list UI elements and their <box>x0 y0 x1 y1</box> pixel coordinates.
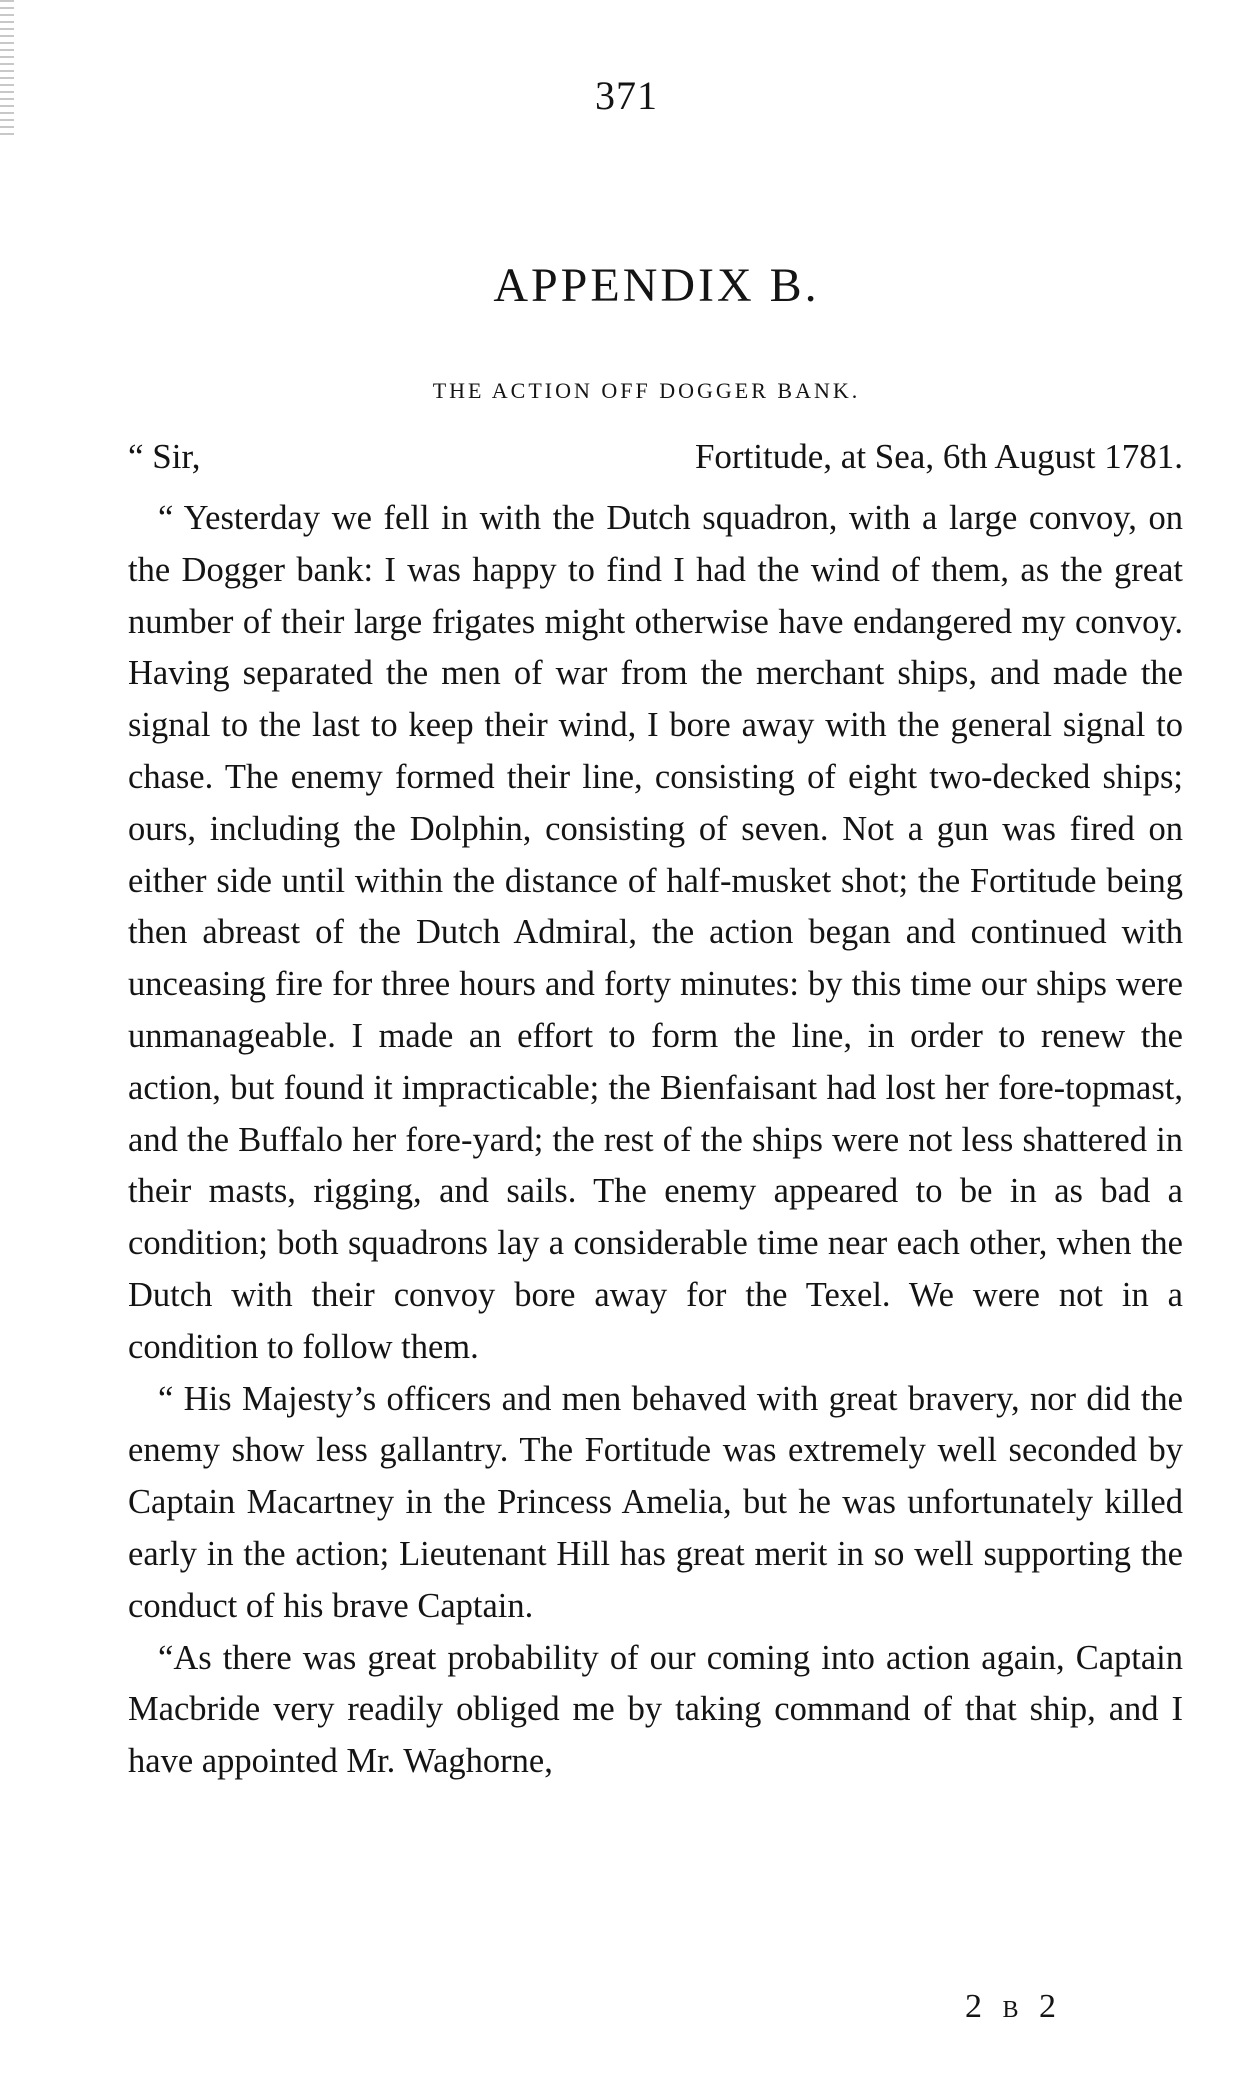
dateline: Fortitude, at Sea, 6th August 1781. <box>694 437 1183 476</box>
appendix-title: APPENDIX B. <box>493 259 820 312</box>
paragraph: “As there was great probability of our coming into action again, Captain Macbride very readily obliged me by taking command of that ship, and I have appointed Mr. Waghorne, <box>128 1638 1183 1781</box>
paragraph: “ His Majesty’s officers and men behaved with great bravery, nor did the enemy show less gallantry. The Fortitude was extremely well seconded by Captain Macartney in the Princess Amelia, but he was unfortunately killed early in the action; Lieutenant Hill has great merit in so well supporting the conduct of his brave Captain. <box>128 1379 1183 1625</box>
salutation: “ Sir, <box>128 437 201 476</box>
signature-mid: B <box>1002 1997 1025 2023</box>
salutation-row <box>128 437 1183 487</box>
page-edge-marks <box>0 0 14 140</box>
page-number: 371 <box>595 73 658 118</box>
signature-mark <box>965 1988 1062 2026</box>
signature-lead: 2 <box>965 1988 988 2025</box>
signature-tail: 2 <box>1039 1988 1063 2025</box>
letter-body <box>128 493 1183 1788</box>
paragraph: “ Yesterday we fell in with the Dutch squadron, with a large convoy, on the Dogger bank: I was happy to find I had the wind of them, as the great number of their large frigates might otherwise have endangered my convoy. Having separated the men of war from the merchant ships, and made the signal to the last to keep their wind, I bore away with the general signal to chase. The enemy formed their line, consisting of eight two-decked ships; ours, including the Dolphin, consisting of seven. Not a gun was fired on either side until within the distance of half-musket shot; the Fortitude being then abreast of the Dutch Admiral, the action began and continued with unceasing fire for three hours and forty minutes: by this time our ships were unmanageable. I made an effort to form the line, in order to renew the action, but found it impracticable; the Bienfaisant had lost her fore-topmast, and the Buffalo her fore-yard; the rest of the ships were not less shattered in their masts, rigging, and sails. The enemy appeared to be in as bad a condition; both squadrons lay a considerable time near each other, when the Dutch with their convoy bore away for the Texel. We were not in a condition to follow them. <box>128 499 1183 1366</box>
section-heading: THE ACTION OFF DOGGER BANK. <box>432 378 861 403</box>
